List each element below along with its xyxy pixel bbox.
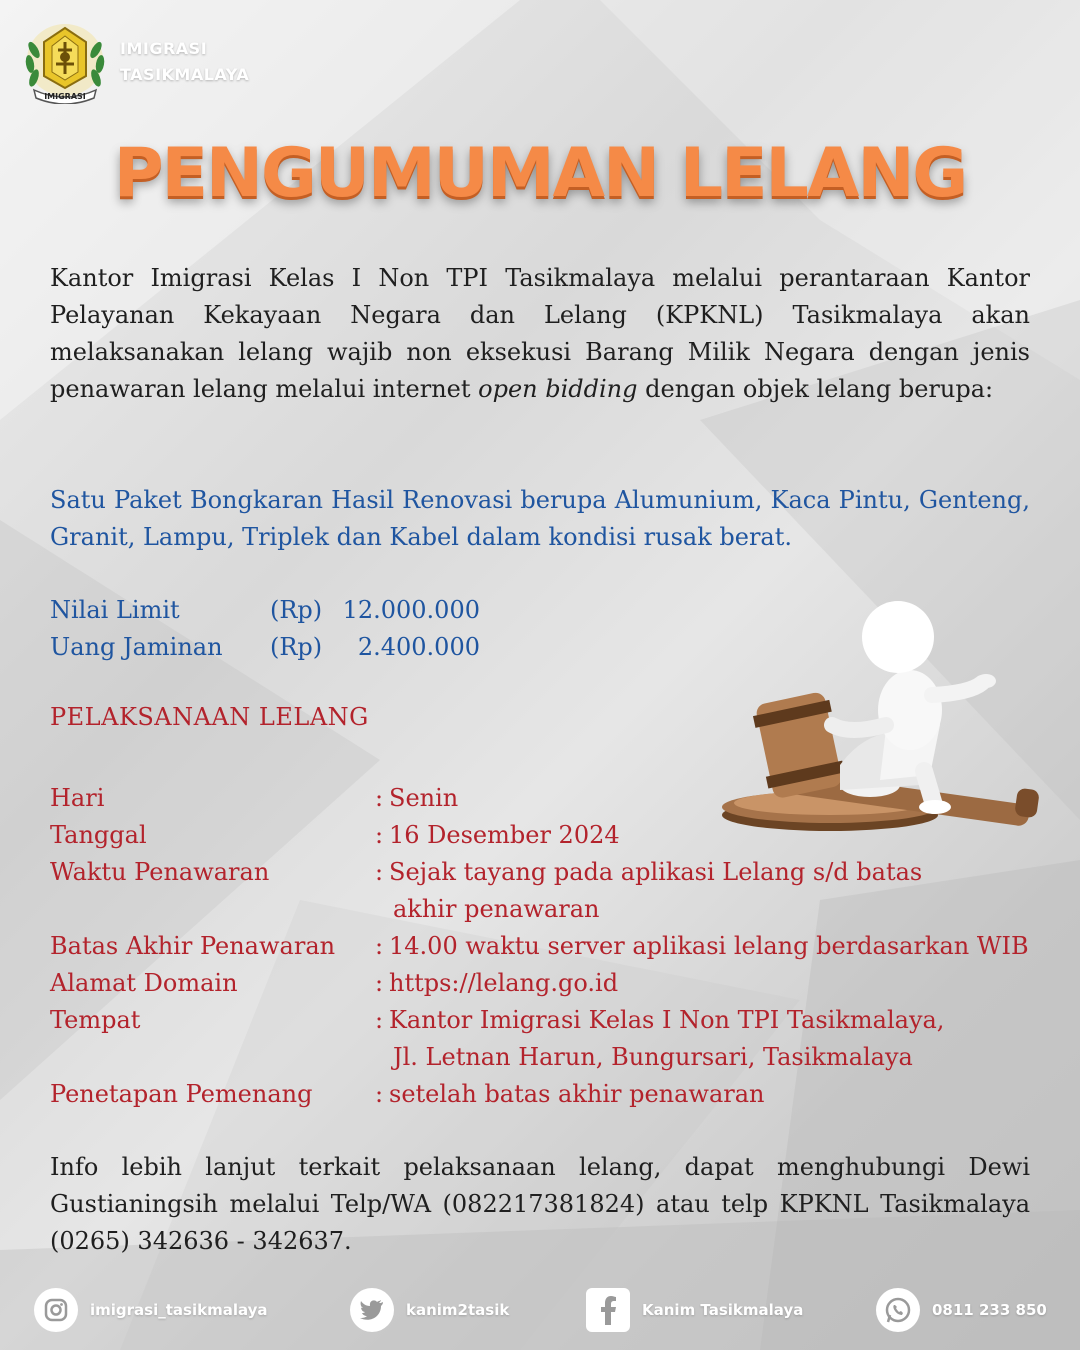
- detail-label: Penetapan Pemenang: [50, 1080, 313, 1108]
- brand-line-2: TASIKMALAYA: [120, 65, 250, 84]
- detail-colon: :: [375, 1080, 384, 1108]
- detail-colon: :: [375, 969, 384, 997]
- instagram-icon: [34, 1288, 78, 1332]
- price-label: Uang Jaminan: [50, 633, 223, 661]
- intro-text-part2: dengan objek lelang berupa:: [637, 375, 994, 403]
- twitter-icon: [350, 1288, 394, 1332]
- social-label: Kanim Tasikmalaya: [642, 1301, 804, 1319]
- whatsapp-icon: [876, 1288, 920, 1332]
- detail-colon: :: [375, 858, 384, 886]
- social-facebook[interactable]: [586, 1285, 803, 1335]
- social-instagram[interactable]: [34, 1285, 268, 1335]
- price-label: Nilai Limit: [50, 596, 180, 624]
- social-label: imigrasi_tasikmalaya: [90, 1301, 268, 1319]
- social-whatsapp[interactable]: [876, 1285, 1047, 1335]
- price-value: 12.000.000: [342, 596, 480, 624]
- intro-paragraph: [50, 260, 1030, 408]
- header: [20, 20, 249, 104]
- detail-value: 16 Desember 2024: [389, 821, 620, 849]
- detail-value: Senin: [389, 784, 459, 812]
- detail-value: 14.00 waktu server aplikasi lelang berdasarkan WIB: [389, 932, 1029, 960]
- facebook-icon: [586, 1288, 630, 1332]
- detail-colon: :: [375, 932, 384, 960]
- detail-value: setelah batas akhir penawaran: [389, 1080, 765, 1108]
- detail-row-waktu-penawaran: [50, 854, 1080, 928]
- price-row-limit: [50, 592, 480, 629]
- detail-colon: :: [375, 821, 384, 849]
- detail-value: [389, 1002, 1080, 1076]
- detail-value-domain-link[interactable]: https://lelang.go.id: [389, 969, 619, 997]
- detail-label: Waktu Penawaran: [50, 858, 270, 886]
- detail-label: Tanggal: [50, 821, 147, 849]
- page-title: PENGUMUMAN LELANG: [113, 134, 967, 213]
- price-currency: (Rp): [270, 596, 323, 624]
- intro-text-part1: Kantor Imigrasi Kelas I Non TPI Tasikmalaya melalui perantaraan Kantor Pelayanan Kekayaan Negara dan Lelang (KPKNL) Tasikmalaya akan melaksanakan lelang wajib non eksekusi Barang Milik Negara dengan jenis penawaran lelang melalui internet: [50, 264, 1030, 403]
- contact-info-paragraph: Info lebih lanjut terkait pelaksanaan lelang, dapat menghubungi Dewi Gustianingsih melalui Telp/WA (082217381824) atau telp KPKNL Tasikmalaya (0265) 342636 - 342637.: [50, 1153, 1030, 1255]
- imigrasi-emblem-logo: [20, 20, 110, 104]
- brand-line-1: IMIGRASI: [120, 39, 208, 58]
- detail-row-tanggal: [50, 817, 1080, 854]
- detail-value-line2: akhir penawaran: [393, 895, 600, 923]
- detail-colon: :: [375, 1006, 384, 1034]
- price-row-deposit: [50, 629, 480, 666]
- brand-name: [120, 36, 249, 88]
- detail-colon: :: [375, 784, 384, 812]
- detail-label: Alamat Domain: [50, 969, 238, 997]
- price-table: [50, 592, 480, 666]
- price-currency: (Rp): [270, 633, 323, 661]
- section-heading-pelaksanaan: PELAKSANAAN LELANG: [50, 703, 369, 731]
- price-value: 2.400.000: [357, 633, 480, 661]
- detail-row-batas-akhir: [50, 928, 1080, 965]
- detail-value-line2: Jl. Letnan Harun, Bungursari, Tasikmalaya: [393, 1043, 913, 1071]
- social-twitter[interactable]: [350, 1285, 509, 1335]
- detail-label: Batas Akhir Penawaran: [50, 932, 336, 960]
- social-footer: [0, 1285, 1080, 1341]
- social-label: kanim2tasik: [406, 1301, 510, 1319]
- detail-value: [389, 854, 1080, 928]
- detail-row-alamat-domain: [50, 965, 1080, 1002]
- detail-row-penetapan-pemenang: [50, 1076, 1080, 1113]
- logo-lettering: IMIGRASI: [44, 92, 86, 101]
- detail-value-line1: Kantor Imigrasi Kelas I Non TPI Tasikmalaya,: [389, 1006, 945, 1034]
- auction-details: [50, 780, 1080, 1113]
- detail-value-line1: Sejak tayang pada aplikasi Lelang s/d batas: [389, 858, 923, 886]
- detail-label: Tempat: [50, 1006, 141, 1034]
- detail-label: Hari: [50, 784, 105, 812]
- detail-row-tempat: [50, 1002, 1080, 1076]
- social-label: 0811 233 850: [932, 1301, 1047, 1319]
- intro-italic-term: open bidding: [478, 375, 638, 403]
- detail-row-hari: [50, 780, 1080, 817]
- auction-object-description: Satu Paket Bongkaran Hasil Renovasi berupa Alumunium, Kaca Pintu, Genteng, Granit, Lampu, Triplek dan Kabel dalam kondisi rusak berat.: [50, 486, 1030, 551]
